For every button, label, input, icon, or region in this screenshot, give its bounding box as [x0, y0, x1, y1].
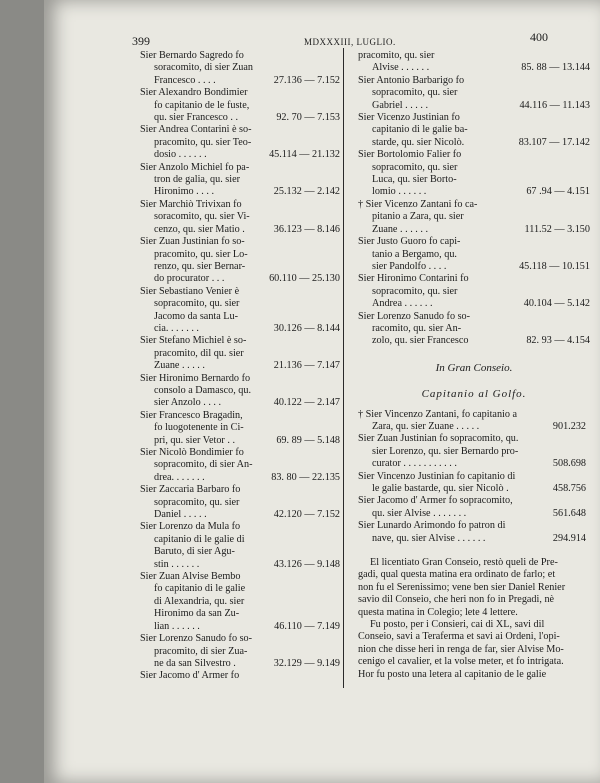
- vote-count: 46.110 — 7.149: [274, 620, 340, 632]
- vote-count: 40.104 — 5.142: [523, 298, 590, 310]
- paragraph-line: cenigo el cavalier, et la volse meter, et fo intrigata.: [358, 656, 564, 668]
- entry-line: curator . . . . . . . . . . .: [372, 458, 457, 470]
- entry-line: Luca, qu. sier Borto-: [372, 174, 457, 186]
- vote-entry: [358, 273, 590, 310]
- entry-line: Sier Zuan Justinian fo so-: [140, 236, 245, 248]
- entry-line: Sier Jacomo d' Armer fo sopracomito,: [358, 495, 513, 507]
- vote-entry: [140, 633, 340, 670]
- entry-line: Sier Antonio Barbarigo fo: [358, 74, 465, 86]
- vote-count: 901.232: [552, 420, 586, 432]
- vote-count: 83.107 — 17.142: [518, 136, 590, 148]
- entry-line: renzo, qu. sier Bernar-: [154, 260, 246, 272]
- vote-entry: [140, 199, 340, 236]
- candidate-entry: [358, 471, 590, 496]
- vote-entry: [140, 162, 340, 199]
- entry-line: Sier Alexandro Bondimier: [140, 87, 248, 99]
- entry-line: capitanio di le galie ba-: [372, 124, 468, 136]
- vote-entry: [140, 50, 340, 87]
- entry-line: drea. . . . . . .: [154, 471, 205, 483]
- entry-line: sier Pandolfo . . . .: [372, 260, 447, 272]
- entry-line: pracomito, qu. sier: [358, 50, 435, 61]
- vote-entry: [140, 484, 340, 521]
- entry-line: Sier Justo Guoro fo capi-: [358, 236, 461, 248]
- vote-count: 40.122 — 2.147: [273, 397, 340, 409]
- entry-line: sopracomito, qu. sier: [372, 87, 458, 99]
- entry-line: pracomito, qu. sier Teo-: [154, 136, 252, 148]
- entry-line: pitanio a Zara, qu. sier: [372, 211, 464, 223]
- narrative-text: [358, 557, 590, 681]
- entry-line: do procurator . . .: [154, 273, 225, 285]
- entry-line: tanio a Bergamo, qu.: [372, 248, 457, 260]
- vote-entry: [358, 50, 590, 75]
- entry-line: cenzo, qu. sier Matio .: [154, 223, 245, 235]
- vote-count: 42.120 — 7.152: [273, 509, 340, 521]
- entry-line: Sier Vincenzo Justinian fo capitanio di: [358, 470, 516, 482]
- entry-line: pracomito, di sier Zua-: [154, 645, 248, 657]
- paragraph-line: El licentiato Gran Conseio, restò queli de Pre-: [370, 557, 558, 569]
- subsection-heading: Capitanio al Golfo.: [421, 388, 527, 401]
- vote-entry: [140, 335, 340, 372]
- vote-count: 294.914: [552, 532, 586, 544]
- vote-entry: [358, 236, 590, 273]
- vote-count: 92. 70 — 7.153: [276, 112, 340, 124]
- entry-line: Andrea . . . . . .: [372, 298, 433, 310]
- entry-line: Zuane . . . . .: [154, 360, 205, 372]
- paragraph-line: nion che disse heri in renga de far, sier Alvise Mo-: [358, 643, 564, 655]
- entry-line: fo luogotenente in Ci-: [154, 422, 244, 434]
- entry-line: sopracomito, di sier An-: [154, 459, 253, 471]
- vote-entry: [140, 124, 340, 161]
- entry-line: sier Anzolo . . . .: [154, 397, 222, 409]
- left-page-number: 399: [132, 34, 150, 48]
- paragraph-line: gadi, qual questa matina era ordinato de farlo; et: [358, 569, 556, 581]
- vote-entry: [358, 149, 590, 199]
- entry-line: Daniel . . . . .: [154, 509, 207, 521]
- entry-line: Baruto, di sier Agu-: [154, 546, 235, 558]
- paragraph-line: non fu el Serenissimo; vene ben sier Daniel Renier: [358, 581, 566, 593]
- candidate-entry: [358, 495, 590, 520]
- entry-line: soracomito, di sier Zuan: [154, 62, 254, 74]
- paragraph-line: savio dil Conseio, che heri non fo in Pregadi, nè: [358, 594, 555, 606]
- vote-entry: [140, 571, 340, 633]
- entry-line: Alvise . . . . . .: [372, 62, 430, 74]
- vote-count: 32.129 — 9.149: [273, 657, 340, 669]
- column-divider: [343, 48, 344, 688]
- entry-line: sopracomito, qu. sier: [154, 496, 240, 508]
- entry-line: sopracomito, qu. sier: [372, 161, 458, 173]
- vote-count: 85. 88 — 13.144: [521, 62, 590, 74]
- vote-count: 82. 93 — 4.154: [526, 335, 590, 347]
- vote-count: 36.123 — 8.146: [273, 223, 340, 235]
- entry-line: nave, qu. sier Alvise . . . . . .: [372, 532, 486, 544]
- entry-line: di Alexandria, qu. sier: [154, 595, 245, 607]
- gran-conseio-list: [358, 409, 590, 545]
- entry-line: Zuane . . . . . .: [372, 223, 429, 235]
- section-heading: In Gran Conseio.: [435, 361, 513, 374]
- entry-line: sopracomito, qu. sier: [154, 298, 240, 310]
- entry-line: consolo a Damasco, qu.: [154, 384, 252, 396]
- entry-line: Sier Bernardo Sagredo fo: [140, 50, 244, 61]
- vote-count: 67 .94 — 4.151: [526, 186, 590, 198]
- entry-line: Jacomo da santa Lu-: [154, 310, 239, 322]
- entry-line: lian . . . . . .: [154, 620, 200, 632]
- vote-entry: [140, 87, 340, 124]
- entry-line: Sier Marchiò Trivixan fo: [140, 198, 242, 210]
- right-page-number: 400: [530, 30, 548, 44]
- vote-count: 69. 89 — 5.148: [276, 434, 340, 446]
- entry-line: soracomito, qu. sier Vi-: [154, 211, 250, 223]
- vote-count: 111.52 — 3.150: [524, 223, 590, 235]
- entry-line: le galie bastarde, qu. sier Nicolò .: [372, 483, 509, 494]
- vote-entry: [140, 447, 340, 484]
- vote-count: 43.126 — 9.148: [273, 558, 340, 570]
- entry-line: Sier Hironimo Bernardo fo: [140, 372, 251, 384]
- entry-line: Sier Stefano Michiel è so-: [140, 335, 247, 347]
- vote-entry: [140, 670, 340, 682]
- entry-line: Sier Vicenzo Justinian fo: [358, 112, 460, 124]
- vote-count: 458.756: [552, 483, 586, 494]
- vote-entry: [140, 410, 340, 447]
- paragraph: [358, 557, 590, 619]
- entry-line: Sier Sebastiano Venier è: [140, 285, 240, 297]
- entry-line: starde, qu. sier Nicolò.: [372, 136, 465, 148]
- paragraph-line: questa matina in Colegio; lete 4 lettere.: [358, 606, 518, 618]
- entry-line: qu. sier Alvise . . . . . . .: [372, 507, 467, 519]
- paragraph-line: Conseio, savi a Teraferma et savi ai Ordeni, l'opi-: [358, 631, 560, 643]
- entry-line: Sier Zaccaria Barbaro fo: [140, 484, 241, 496]
- vote-count: 561.648: [552, 507, 586, 519]
- entry-line: Sier Zuan Justinian fo sopracomito, qu.: [358, 433, 519, 445]
- entry-line: capitanio di le galie di: [154, 533, 245, 545]
- entry-line: Sier Lunardo Arimondo fo patron di: [358, 520, 506, 532]
- entry-line: racomito, qu. sier An-: [372, 322, 462, 334]
- entry-line: Sier Lorenzo Sanudo fo so-: [140, 633, 253, 645]
- entry-line: sopracomito, qu. sier: [372, 285, 458, 297]
- vote-count: 21.136 — 7.147: [273, 360, 340, 372]
- entry-line: Sier Lorenzo Sanudo fo so-: [358, 310, 471, 322]
- right-column: [358, 50, 590, 681]
- entry-line: pracomito, dil qu. sier: [154, 347, 244, 359]
- vote-count: 27.136 — 7.152: [273, 74, 340, 86]
- entry-line: tron de galia, qu. sier: [154, 174, 241, 186]
- running-title: MDXXXIII, LUGLIO.: [304, 37, 396, 47]
- entry-line: † Sier Vincenzo Zantani, fo capitanio a: [358, 408, 518, 420]
- paragraph-line: Hor fu posto una letera al capitanio de le galie: [358, 668, 547, 680]
- vote-count: 44.116 — 11.143: [519, 99, 590, 111]
- entry-line: fo capitanio di le galie: [154, 583, 246, 595]
- paragraph-line: Fu posto, per i Consieri, cai di XL, savi dil: [370, 619, 545, 631]
- vote-count: 60.110 — 25.130: [269, 273, 340, 285]
- vote-entry: [140, 521, 340, 571]
- entry-line: Sier Hironimo Contarini fo: [358, 273, 469, 285]
- vote-entry: [358, 112, 590, 149]
- entry-line: Sier Bortolomio Falier fo: [358, 149, 462, 161]
- vote-entry: [358, 199, 590, 236]
- vote-count: 83. 80 — 22.135: [271, 471, 340, 483]
- paragraph: [358, 619, 590, 681]
- vote-entry: [140, 373, 340, 410]
- entry-line: Sier Jacomo d' Armer fo: [140, 670, 240, 682]
- vote-count: 25.132 — 2.142: [273, 186, 340, 198]
- entry-line: fo capitanio de le fuste,: [154, 99, 250, 111]
- entry-line: † Sier Vicenzo Zantani fo ca-: [358, 198, 478, 210]
- entry-line: dosio . . . . . .: [154, 149, 207, 161]
- vote-entry: [140, 236, 340, 286]
- entry-line: stin . . . . . .: [154, 558, 200, 570]
- entry-line: Hironimo . . . .: [154, 186, 214, 198]
- entry-line: qu. sier Francesco . .: [154, 112, 239, 124]
- vote-count: 45.118 — 10.151: [519, 260, 590, 272]
- entry-line: ne da san Silvestro .: [154, 657, 236, 669]
- entry-line: lomio . . . . . .: [372, 186, 427, 198]
- left-column: [140, 50, 340, 683]
- entry-line: Sier Francesco Bragadin,: [140, 409, 243, 421]
- vote-entry: [140, 286, 340, 336]
- entry-line: Zara, qu. sier Zuane . . . . .: [372, 420, 480, 432]
- entry-line: Francesco . . . .: [154, 74, 216, 86]
- entry-line: Sier Zuan Alvise Bembo: [140, 571, 241, 583]
- vote-entry: [358, 75, 590, 112]
- vote-count: 508.698: [552, 458, 586, 470]
- entry-line: Sier Nicolò Bondimier fo: [140, 447, 244, 458]
- entry-line: Sier Andrea Contarini è so-: [140, 124, 252, 136]
- entry-line: pri, qu. sier Vetor . .: [154, 434, 236, 446]
- candidate-entry: [358, 433, 590, 470]
- entry-line: cia. . . . . . .: [154, 322, 199, 334]
- candidate-entry: [358, 409, 590, 434]
- candidate-entry: [358, 520, 590, 545]
- vote-count: 30.126 — 8.144: [273, 322, 340, 334]
- entry-line: sier Lorenzo, qu. sier Bernardo pro-: [372, 445, 519, 457]
- entry-line: Gabriel . . . . .: [372, 99, 429, 111]
- entry-line: zolo, qu. sier Francesco: [372, 335, 469, 347]
- vote-list-right: [358, 50, 590, 348]
- entry-line: pracomito, qu. sier Lo-: [154, 248, 248, 260]
- entry-line: Hironimo da san Zu-: [154, 608, 240, 620]
- vote-count: 45.114 — 21.132: [269, 149, 340, 161]
- entry-line: Sier Lorenzo da Mula fo: [140, 521, 241, 533]
- vote-entry: [358, 311, 590, 348]
- entry-line: Sier Anzolo Michiel fo pa-: [140, 161, 250, 173]
